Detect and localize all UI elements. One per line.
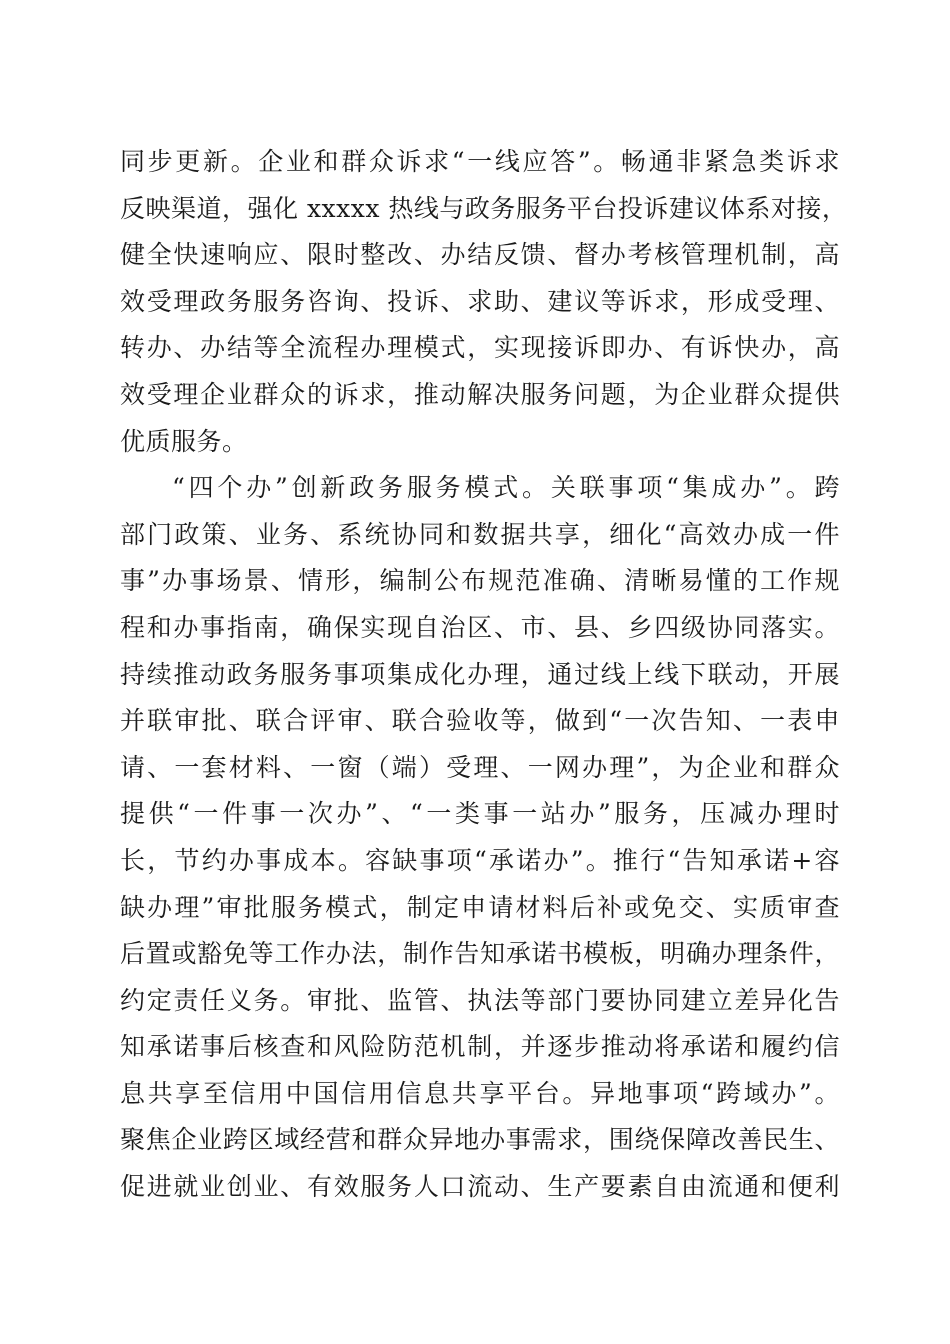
text-line: 后置或豁免等工作办法，制作告知承诺书模板，明确办理条件， [120,939,840,969]
text-line: 息共享至信用中国信用信息共享平台。异地事项“跨域办”。 [120,1078,840,1108]
text-line: 长，节约办事成本。容缺事项“承诺办”。推行“告知承诺+容 [120,845,840,875]
paragraph-1 [120,139,848,465]
text-line: 提供“一件事一次办”、“一类事一站办”服务，压减办理时 [120,799,840,829]
text-line: 部门政策、业务、系统协同和数据共享，细化“高效办成一件 [120,519,840,549]
text-line: 健全快速响应、限时整改、办结反馈、督办考核管理机制，高 [120,240,840,270]
text-line: 效受理企业群众的诉求，推动解决服务问题，为企业群众提供 [120,379,840,409]
text-line: 事”办事场景、情形，编制公布规范准确、清晰易懂的工作规 [120,566,840,596]
text-line: 知承诺事后核查和风险防范机制，并逐步推动将承诺和履约信 [120,1032,840,1062]
text-line: 促进就业创业、有效服务人口流动、生产要素自由流通和便利 [120,1172,840,1202]
text-line: 持续推动政务服务事项集成化办理，通过线上线下联动，开展 [120,659,840,689]
text-line: 聚焦企业跨区域经营和群众异地办事需求，围绕保障改善民生、 [120,1125,840,1155]
text-line: 程和办事指南，确保实现自治区、市、县、乡四级协同落实。 [120,612,840,642]
text-line: 同步更新。企业和群众诉求“一线应答”。畅通非紧急类诉求 [120,147,840,176]
text-line: 约定责任义务。审批、监管、执法等部门要协同建立差异化告 [120,985,840,1015]
paragraph-2 [120,465,840,1211]
document-body [120,139,848,1211]
text-line: 转办、办结等全流程办理模式，实现接诉即办、有诉快办，高 [120,333,840,363]
text-line: “四个办”创新政务服务模式。关联事项“集成办”。跨 [172,473,840,503]
text-line: 优质服务。 [120,426,248,456]
text-line: 请、一套材料、一窗（端）受理、一网办理”，为企业和群众 [120,752,840,782]
text-line: 并联审批、联合评审、联合验收等，做到“一次告知、一表申 [120,706,840,736]
text-line: 反映渠道，强化 xxxxx 热线与政务服务平台投诉建议体系对接， [120,193,848,223]
text-line: 缺办理”审批服务模式，制定申请材料后补或免交、实质审查 [120,892,840,922]
text-line: 效受理政务服务咨询、投诉、求助、建议等诉求，形成受理、 [120,286,840,316]
